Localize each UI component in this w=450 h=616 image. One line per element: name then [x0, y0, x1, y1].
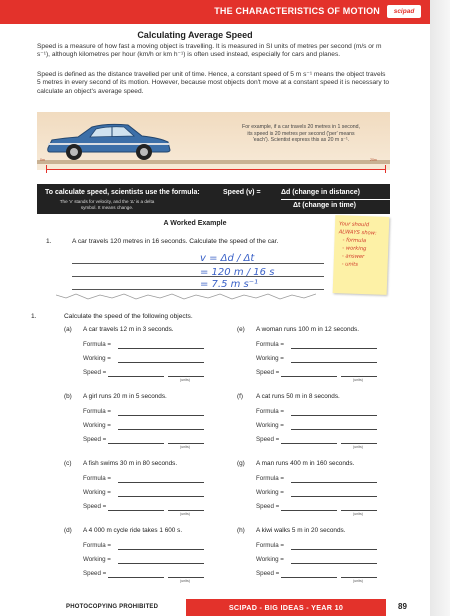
speed-label: Speed =: [83, 503, 107, 510]
section-title: Calculating Average Speed: [137, 30, 253, 40]
working-label: Working =: [83, 355, 111, 362]
units-answer-line[interactable]: [341, 577, 377, 578]
item-label: (g): [237, 460, 245, 467]
speed-answer-line[interactable]: [281, 376, 337, 377]
units-answer-line[interactable]: [168, 443, 204, 444]
car-image: [44, 118, 174, 162]
item-label: (d): [64, 527, 72, 534]
exercise-item: [237, 326, 407, 392]
answer-line: [72, 289, 324, 290]
formula-label: Formula =: [83, 341, 112, 348]
distance-start-label: 0m: [40, 158, 45, 162]
formula-answer-line[interactable]: [118, 348, 204, 349]
speed-label: Speed =: [83, 436, 107, 443]
handwritten-working: = 120 m / 16 s: [200, 267, 275, 278]
handwritten-answer: = 7.5 m s⁻¹: [200, 279, 259, 290]
copyright-notice: PHOTOCOPYING PROHIBITED: [66, 604, 159, 610]
sticky-item: - answer: [341, 253, 365, 261]
working-label: Working =: [256, 355, 284, 362]
answer-line: [72, 276, 324, 277]
working-label: Working =: [83, 556, 111, 563]
formula-answer-line[interactable]: [118, 415, 204, 416]
units-caption: (units): [180, 445, 190, 449]
units-caption: (units): [180, 579, 190, 583]
page-edge-shadow: [430, 0, 450, 616]
working-answer-line[interactable]: [291, 496, 377, 497]
formula-answer-line[interactable]: [118, 549, 204, 550]
distance-end-tick: [385, 165, 386, 173]
formula-numerator: Δd (change in distance): [281, 189, 360, 196]
sticky-item: - working: [342, 245, 367, 253]
units-caption: (units): [353, 445, 363, 449]
working-label: Working =: [256, 422, 284, 429]
formula-answer-line[interactable]: [291, 549, 377, 550]
working-label: Working =: [83, 422, 111, 429]
brand-logo: scipad: [387, 5, 421, 18]
formula-answer-line[interactable]: [291, 415, 377, 416]
chapter-title: THE CHARACTERISTICS OF MOTION: [214, 6, 380, 16]
working-answer-line[interactable]: [118, 563, 204, 564]
worked-example-number: 1.: [46, 238, 52, 245]
working-answer-line[interactable]: [118, 362, 204, 363]
sticky-heading: Your should ALWAYS show:: [338, 221, 377, 237]
item-question: A car travels 12 m in 3 seconds.: [83, 326, 174, 333]
speed-label: Speed =: [83, 570, 107, 577]
formula-lead: To calculate speed, scientists use the formula:: [45, 189, 200, 196]
speed-label: Speed =: [83, 369, 107, 376]
formula-label: Formula =: [83, 408, 112, 415]
exercise-instruction: Calculate the speed of the following objects.: [64, 313, 193, 320]
working-answer-line[interactable]: [118, 429, 204, 430]
formula-label: Formula =: [83, 542, 112, 549]
item-question: A cat runs 50 m in 8 seconds.: [256, 393, 340, 400]
sticky-item: - units: [341, 261, 359, 268]
working-answer-line[interactable]: [291, 563, 377, 564]
item-question: A girl runs 20 m in 5 seconds.: [83, 393, 167, 400]
speed-label: Speed =: [256, 570, 280, 577]
distance-start-tick: [46, 165, 47, 173]
item-question: A man runs 400 m in 160 seconds.: [256, 460, 355, 467]
units-caption: (units): [180, 512, 190, 516]
item-label: (f): [237, 393, 244, 400]
sticky-item: - formula: [342, 237, 367, 245]
formula-answer-line[interactable]: [291, 348, 377, 349]
speed-answer-line[interactable]: [108, 577, 164, 578]
worked-example-title: A Worked Example: [163, 220, 227, 227]
formula-banner: [37, 184, 390, 214]
formula-note: The 'v' stands for velocity, and the 'Δ' is a delta symbol. It means change.: [59, 199, 155, 210]
units-caption: (units): [353, 579, 363, 583]
item-question: A kiwi walks 5 m in 20 seconds.: [256, 527, 346, 534]
units-answer-line[interactable]: [168, 376, 204, 377]
item-label: (e): [237, 326, 245, 333]
speed-answer-line[interactable]: [108, 510, 164, 511]
formula-label: Formula =: [256, 408, 285, 415]
speed-label: Speed =: [256, 436, 280, 443]
exercise-item: [64, 527, 234, 593]
units-answer-line[interactable]: [341, 443, 377, 444]
speed-answer-line[interactable]: [108, 443, 164, 444]
distance-arrow: [46, 169, 386, 170]
working-label: Working =: [256, 556, 284, 563]
book-title: SCIPAD - BIG IDEAS - YEAR 10: [228, 603, 344, 612]
formula-label: Formula =: [256, 341, 285, 348]
exercise-item: [237, 393, 407, 459]
formula-lhs: Speed (v) =: [223, 189, 261, 196]
item-label: (b): [64, 393, 72, 400]
units-answer-line[interactable]: [341, 510, 377, 511]
exercise-item: [64, 326, 234, 392]
fraction-line: [281, 199, 401, 200]
worked-example-question: A car travels 120 metres in 16 seconds. Calculate the speed of the car.: [72, 238, 279, 245]
working-label: Working =: [83, 489, 111, 496]
exercise-item: [64, 460, 234, 526]
definition-paragraph: Speed is defined as the distance travelled per unit of time. Hence, a constant speed of 5 m s⁻¹ means the object travels 5 metres in every second of its motion. However, because most objects don't move at a constant speed it is necessary to calculate an object's average speed.: [37, 71, 390, 95]
exercise-item: [237, 460, 407, 526]
speed-answer-line[interactable]: [281, 577, 337, 578]
item-label: (a): [64, 326, 72, 333]
formula-denominator: Δt (change in time): [293, 202, 356, 209]
intro-paragraph: Speed is a measure of how fast a moving object is travelling. It is measured in SI units of metres per second (m/s or m s⁻¹), although kilometres per hour (km/h or km h⁻¹) is often used instead, especially for cars and planes.: [37, 43, 382, 59]
formula-label: Formula =: [256, 475, 285, 482]
exercise-item: [237, 527, 407, 593]
working-answer-line[interactable]: [291, 429, 377, 430]
units-caption: (units): [353, 378, 363, 382]
formula-label: Formula =: [83, 475, 112, 482]
working-label: Working =: [256, 489, 284, 496]
formula-answer-line[interactable]: [118, 482, 204, 483]
speed-answer-line[interactable]: [281, 510, 337, 511]
units-answer-line[interactable]: [168, 577, 204, 578]
handwritten-formula: v = Δd / Δt: [200, 253, 255, 264]
torn-paper-edge: [56, 292, 316, 302]
item-question: A woman runs 100 m in 12 seconds.: [256, 326, 360, 333]
item-question: A fish swims 30 m in 80 seconds.: [83, 460, 178, 467]
units-caption: (units): [353, 512, 363, 516]
car-example-text: For example, if a car travels 20 metres in 1 second, its speed is 20 metres per second ('per' means 'each'). Scientist express this as 20 m s⁻¹.: [242, 124, 360, 144]
working-answer-line[interactable]: [291, 362, 377, 363]
working-answer-line[interactable]: [118, 496, 204, 497]
sticky-note: [333, 215, 390, 295]
units-caption: (units): [180, 378, 190, 382]
speed-label: Speed =: [256, 369, 280, 376]
answer-line: [72, 263, 324, 264]
units-answer-line[interactable]: [168, 510, 204, 511]
speed-answer-line[interactable]: [281, 443, 337, 444]
formula-answer-line[interactable]: [291, 482, 377, 483]
item-question: A 4 000 m cycle ride takes 1 600 s.: [83, 527, 183, 534]
exercise-item: [64, 393, 234, 459]
distance-end-label: 20m: [370, 158, 377, 162]
speed-label: Speed =: [256, 503, 280, 510]
item-label: (c): [64, 460, 72, 467]
exercise-number: 1.: [31, 313, 37, 320]
formula-label: Formula =: [256, 542, 285, 549]
page-number: 89: [398, 602, 407, 611]
speed-answer-line[interactable]: [108, 376, 164, 377]
item-label: (h): [237, 527, 245, 534]
units-answer-line[interactable]: [341, 376, 377, 377]
